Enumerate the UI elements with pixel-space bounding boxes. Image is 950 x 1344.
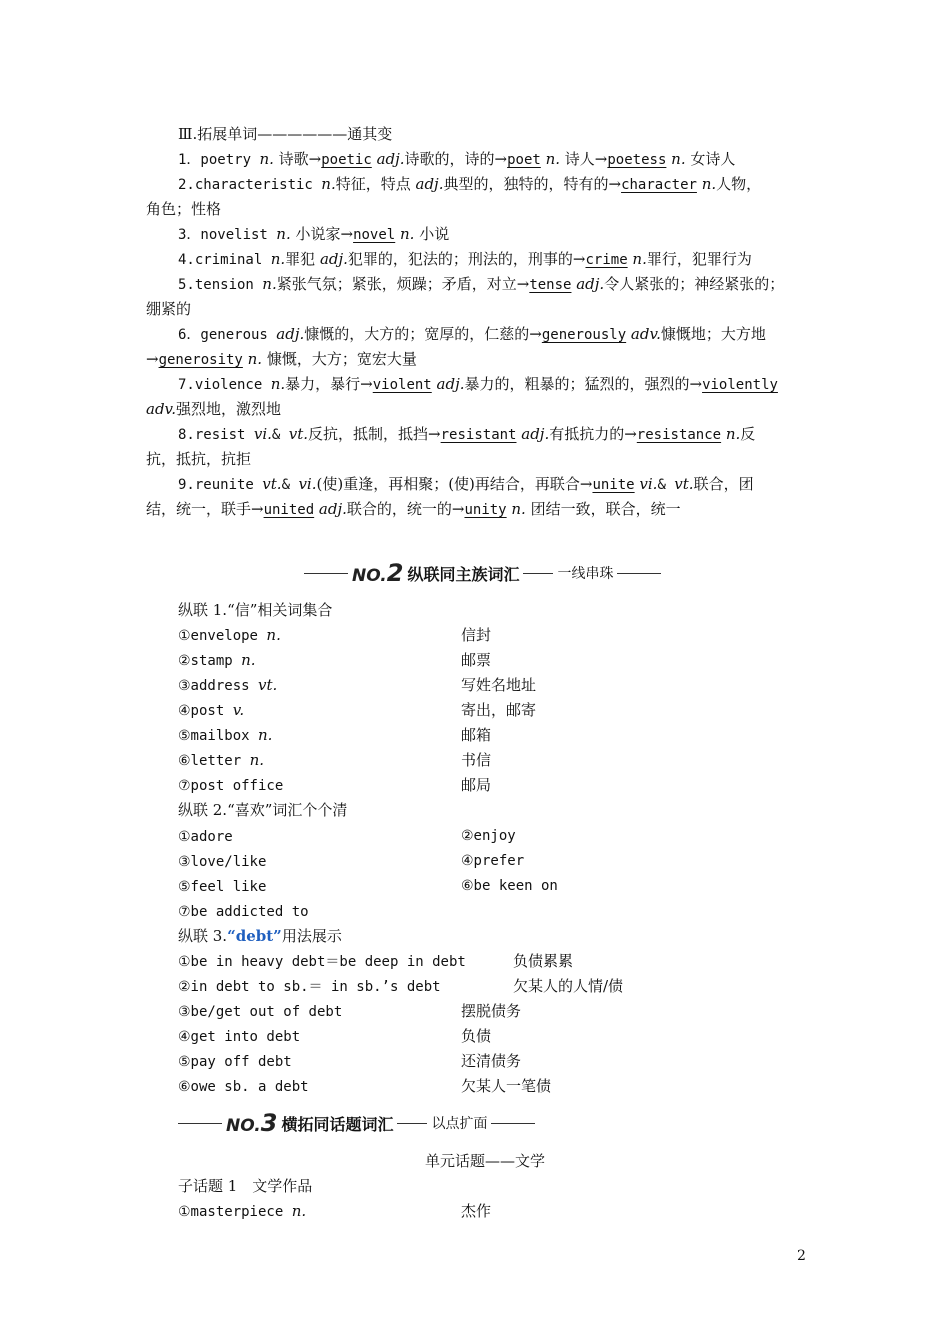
list-item: 6．generous adj.慷慨的，大方的；宽厚的，仁慈的→generously adv.慷慨地；大方地: [178, 325, 766, 343]
vocab-row: ⑥owe sb. a debt 欠某人一笔债: [178, 1077, 552, 1095]
vocab-row: ①be in heavy debt＝be deep in debt 负债累累: [178, 952, 574, 970]
vocab-row: ③love/like ④prefer: [178, 853, 525, 870]
banner-number: NO.2: [352, 559, 404, 587]
section-banner: [178, 1111, 535, 1135]
list-item: 9.reunite vt.& vi.(使)重逢，再相聚；(使)再结合，再联合→unite vi.& vt.联合，团: [178, 475, 754, 493]
vocab-row: ⑦be addicted to: [178, 904, 309, 920]
list-item-continuation: adv.强烈地，激烈地: [146, 400, 282, 418]
vocab-row: ⑦post office 邮局: [178, 776, 492, 794]
list-item: 8.resist vi.& vt.反抗，抵制，抵挡→resistant adj.有抵抗力的→resistance n.反: [178, 425, 756, 443]
vocab-row: ②in debt to sb.＝ in sb.’s debt 欠某人的人情/债: [178, 977, 624, 995]
banner-title: 纵联同主族词汇: [407, 564, 520, 584]
vocab-row: ⑤mailbox n. 邮箱: [178, 726, 492, 744]
topic-title: 单元话题——文学: [425, 1152, 546, 1170]
list-item: 7.violence n.暴力，暴行→violent adj.暴力的，粗暴的；猛烈的，强烈的→violently: [178, 375, 778, 393]
banner-subtitle: 一线串珠: [557, 566, 614, 582]
vocab-row: ①masterpiece n. 杰作: [178, 1202, 492, 1220]
list-item: 5.tension n.紧张气氛；紧张，烦躁；矛盾，对立→tense adj.令人紧张的；神经紧张的；: [178, 275, 785, 293]
list-item: 3．novelist n. 小说家→novel n. 小说: [178, 225, 450, 243]
subtopic-heading: 子话题 1 文学作品: [178, 1177, 313, 1195]
list-item-continuation: 绷紧的: [146, 300, 192, 318]
banner-subtitle: 以点扩面: [431, 1116, 488, 1132]
vocab-row: ③be/get out of debt 摆脱债务: [178, 1002, 522, 1020]
vocab-row: ④post v. 寄出，邮寄: [178, 701, 537, 719]
group-heading: 纵联 2.“喜欢”词汇个个清: [178, 801, 348, 819]
list-item-continuation: 结，统一，联手→united adj.联合的，统一的→unity n. 团结一致，联合，统一: [146, 500, 681, 518]
vocab-row: ⑤pay off debt 还清债务: [178, 1052, 522, 1070]
list-item-continuation: →generosity n. 慷慨，大方；宽宏大量: [146, 350, 417, 368]
vocab-row: ⑤feel like ⑥be keen on: [178, 878, 558, 895]
vocab-row: ④get into debt 负债: [178, 1027, 492, 1045]
vocab-row: ①envelope n. 信封: [178, 626, 492, 644]
banner-title: 横拓同话题词汇: [281, 1114, 394, 1134]
group-heading: 纵联 3.“debt”用法展示: [178, 927, 342, 945]
section-heading: Ⅲ.拓展单词——————通其变: [178, 125, 393, 143]
list-item-continuation: 抗，抵抗，抗拒: [146, 450, 252, 468]
vocab-row: ①adore ②enjoy: [178, 828, 516, 845]
vocab-row: ②stamp n. 邮票: [178, 651, 492, 669]
page-number: 2: [797, 1248, 806, 1264]
vocab-row: ⑥letter n. 书信: [178, 751, 492, 769]
banner-number: NO.3: [226, 1109, 278, 1137]
list-item: 4.criminal n.罪犯 adj.犯罪的，犯法的；刑法的，刑事的→crime n.罪行，犯罪行为: [178, 250, 752, 268]
list-item: 2.characteristic n.特征，特点 adj.典型的，独特的，特有的→character n.人物，: [178, 175, 762, 193]
list-item-continuation: 角色；性格: [146, 200, 222, 218]
section-banner: [304, 561, 661, 585]
vocab-row: ③address vt. 写姓名地址: [178, 676, 537, 694]
list-item: 1．poetry n. 诗歌→poetic adj.诗歌的，诗的→poet n. 诗人→poetess n. 女诗人: [178, 150, 736, 168]
group-heading: 纵联 1.“信”相关词集合: [178, 601, 333, 619]
